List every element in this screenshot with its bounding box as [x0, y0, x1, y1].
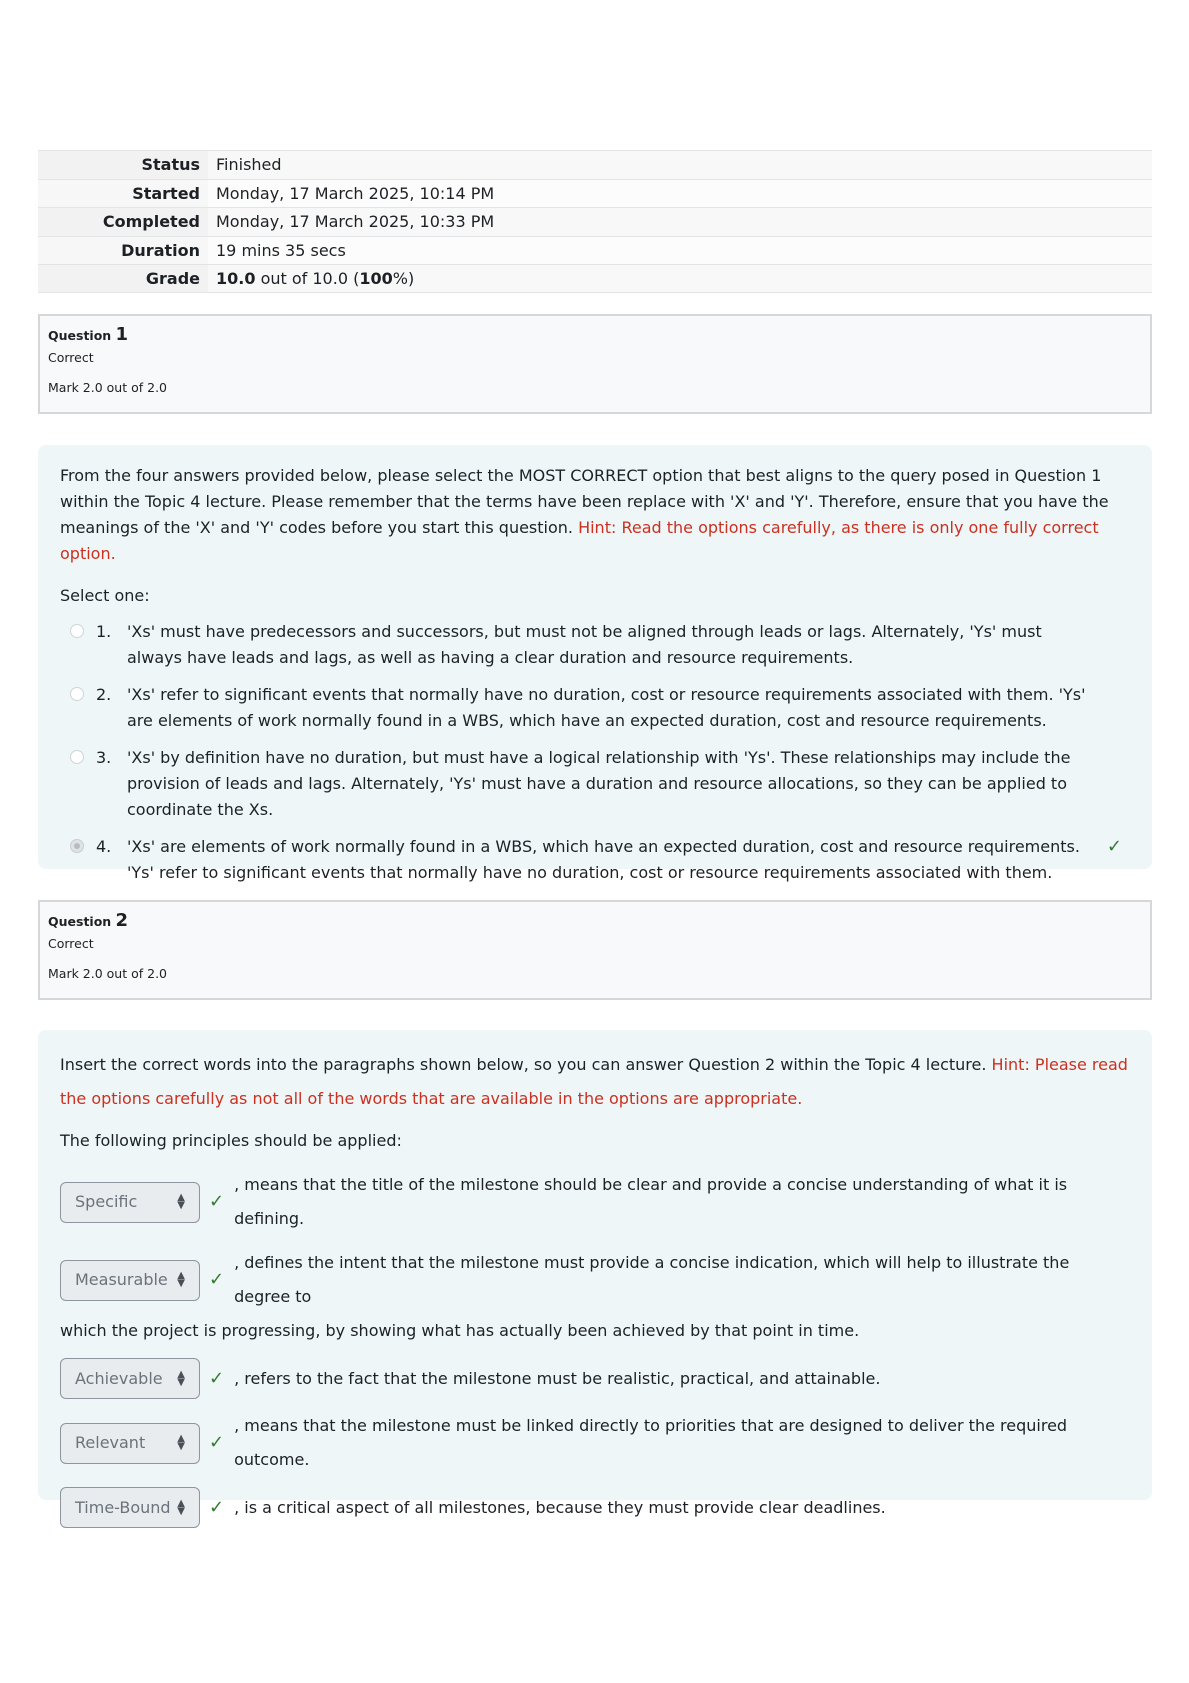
grade-mid: out of 10.0 (: [255, 269, 360, 289]
sort-arrows-icon: ▲ ▼: [177, 1270, 185, 1289]
principle-text: , is a critical aspect of all milestones, because they must provide clear deadlines.: [234, 1497, 886, 1517]
question-state: Correct: [48, 936, 94, 951]
summary-row-grade: [38, 264, 1152, 293]
option-text: 'Xs' are elements of work normally found in a WBS, which have an expected duration, cost and resource requirements. 'Ys' refer to significant events that normally have no duration, cost or resource requirements associated with them.: [127, 837, 1080, 882]
principle-select-5[interactable]: Time-Bound ▲ ▼: [60, 1487, 200, 1528]
grade-percent: 100: [359, 269, 393, 289]
answer-option-2[interactable]: [60, 682, 1130, 734]
grade-score: 10.0: [216, 269, 256, 289]
question-state: Correct: [48, 350, 94, 365]
summary-row-status: [38, 150, 1152, 179]
question-mark: Mark 2.0 out of 2.0: [48, 380, 167, 395]
option-number: 1.: [96, 622, 112, 641]
principle-select-2[interactable]: Measurable ▲ ▼: [60, 1260, 200, 1301]
answer-options: [60, 619, 1130, 886]
question-1-formulation: [38, 445, 1152, 882]
question-2-info: [38, 900, 1152, 1000]
summary-value: Monday, 17 March 2025, 10:14 PM: [208, 180, 1152, 208]
radio-button[interactable]: [70, 624, 84, 638]
principle-text: , means that the title of the milestone should be clear and provide a concise understanding of what it is defining.: [234, 1175, 1068, 1228]
correct-check-icon: ✓: [209, 1496, 225, 1518]
correct-check-icon: ✓: [1106, 836, 1122, 857]
summary-label: Completed: [38, 208, 208, 236]
attempt-summary: [38, 150, 1152, 293]
principles-label: The following principles should be applied:: [60, 1131, 402, 1150]
question-number: Question 2: [48, 910, 129, 931]
summary-label: Started: [38, 180, 208, 208]
option-number: 4.: [96, 837, 112, 856]
principle-text: , refers to the fact that the milestone must be realistic, practical, and attainable.: [234, 1368, 881, 1388]
principle-text-continuation: which the project is progressing, by showing what has actually been achieved by that point in time.: [60, 1321, 860, 1340]
question-number: Question 1: [48, 324, 129, 345]
principle-row-2: [60, 1246, 1130, 1348]
option-text: 'Xs' refer to significant events that normally have no duration, cost or resource requirements associated with them. 'Ys' are elements of work normally found in a WBS, which have an expected duration, cost and resource requirements.: [127, 685, 1086, 730]
correct-check-icon: ✓: [209, 1191, 225, 1212]
question-2-formulation: [38, 1030, 1152, 1518]
answer-option-4[interactable]: [60, 834, 1130, 886]
summary-value: 19 mins 35 secs: [208, 237, 1152, 265]
principle-select-1[interactable]: Specific ▲ ▼: [60, 1182, 200, 1223]
principle-text: , defines the intent that the milestone must provide a concise indication, which will help to illustrate the degree to: [234, 1253, 1070, 1306]
radio-button-selected[interactable]: [70, 839, 84, 853]
principle-row-1: [60, 1168, 1130, 1236]
question-1-info: [38, 314, 1152, 414]
summary-value: Monday, 17 March 2025, 10:33 PM: [208, 208, 1152, 236]
summary-label: Status: [38, 151, 208, 179]
option-number: 2.: [96, 685, 112, 704]
hint-text: Hint: Read the options carefully, as there is only one fully correct option.: [60, 518, 1099, 563]
option-text: 'Xs' must have predecessors and successors, but must not be aligned through leads or lags. Alternately, 'Ys' must always have leads and lags, as well as having a clear duration and resource requirements.: [127, 622, 1042, 667]
grade-value: [208, 265, 1152, 292]
question-text: From the four answers provided below, please select the MOST CORRECT option that best aligns to the query posed in Question 1 within the Topic 4 lecture. Please remember that the terms have been replace with 'X' and 'Y'. Therefore, ensure that you have the meanings of the 'X' and 'Y' codes before you start this question. Hint: Read the options carefully, as there is only one fully correct option.: [60, 466, 1109, 563]
sort-arrows-icon: ▲ ▼: [177, 1497, 185, 1517]
principle-select-3[interactable]: Achievable ▲ ▼: [60, 1358, 200, 1399]
hint-text: Hint: Please read the options carefully as not all of the words that are available in the options are appropriate.: [60, 1055, 1128, 1108]
sort-arrows-icon: ▲ ▼: [177, 1433, 185, 1452]
summary-value: Finished: [208, 151, 1152, 179]
select-one-label: Select one:: [60, 586, 150, 605]
summary-label: Duration: [38, 237, 208, 265]
summary-row-completed: [38, 207, 1152, 236]
principle-row-4: [60, 1409, 1130, 1477]
sort-arrows-icon: ▲ ▼: [177, 1368, 185, 1388]
option-text: 'Xs' by definition have no duration, but must have a logical relationship with 'Ys'. These relationships may include the provision of leads and lags. Alternately, 'Ys' must have a duration and resource allocations, so they can be applied to coordinate the Xs.: [127, 748, 1071, 819]
radio-button[interactable]: [70, 687, 84, 701]
principle-select-4[interactable]: Relevant ▲ ▼: [60, 1423, 200, 1464]
summary-row-started: [38, 179, 1152, 208]
principle-row-3: [60, 1358, 1130, 1399]
principle-row-5: [60, 1487, 1130, 1528]
principle-text: , means that the milestone must be linked directly to priorities that are designed to deliver the required outcome.: [234, 1416, 1068, 1469]
correct-check-icon: ✓: [209, 1432, 225, 1453]
correct-check-icon: ✓: [209, 1367, 225, 1389]
question-mark: Mark 2.0 out of 2.0: [48, 966, 167, 981]
grade-end: %): [392, 269, 415, 289]
summary-label: Grade: [38, 265, 208, 292]
answer-option-3[interactable]: [60, 745, 1130, 823]
radio-button[interactable]: [70, 750, 84, 764]
answer-option-1[interactable]: [60, 619, 1130, 671]
question-text: Insert the correct words into the paragraphs shown below, so you can answer Question 2 within the Topic 4 lecture. Hint: Please read the options carefully as not all of the words that are available in the options are appropriate.: [60, 1055, 1128, 1108]
option-number: 3.: [96, 748, 112, 767]
sort-arrows-icon: ▲ ▼: [177, 1192, 185, 1211]
correct-check-icon: ✓: [209, 1269, 225, 1290]
summary-row-duration: [38, 236, 1152, 265]
